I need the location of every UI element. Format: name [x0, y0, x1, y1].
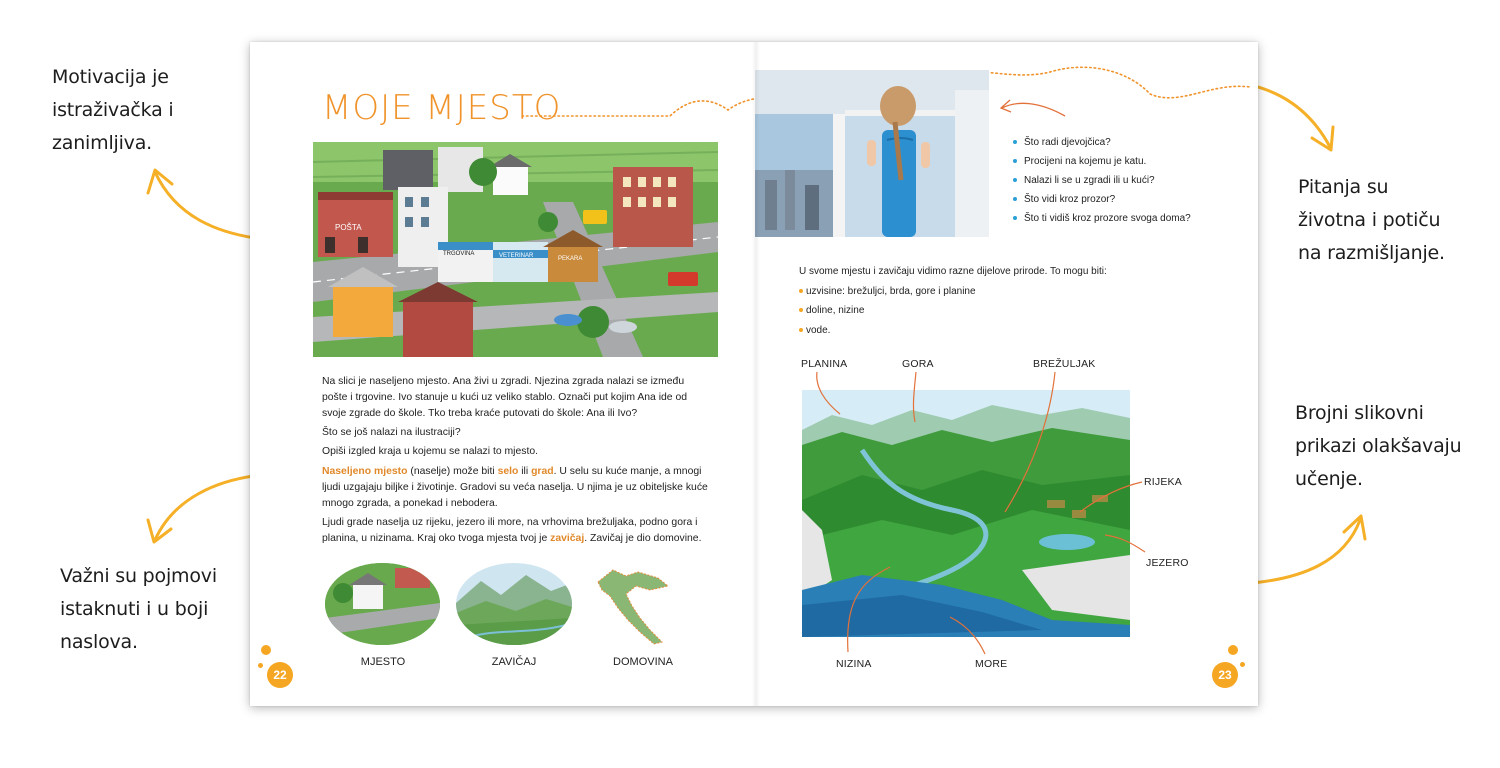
label-domovina: DOMOVINA: [613, 656, 673, 668]
term-zavicaj: zavičaj: [550, 533, 585, 544]
sign-veterinar: VETERINAR: [499, 253, 534, 259]
window-photo: [755, 70, 989, 237]
book-spread: [250, 42, 1258, 706]
vet-building: [493, 242, 548, 282]
label-zavicaj: ZAVIČAJ: [491, 656, 537, 668]
arrow-images: [1240, 520, 1360, 584]
label-nizina: NIZINA: [836, 658, 872, 670]
label-jezero: JEZERO: [1146, 557, 1189, 569]
definition-paragraph-1: Naseljeno mjesto (naselje) može biti selo ili grad. U selu su kuće manje, a mnogi ljudi uzgajaju biljke i životinje. Gradovi su veća naselja. U njima je uz obiteljske kuće mnogo zgrada, a ponekad i nebodera.: [322, 466, 708, 509]
illustration-mjesto: [325, 563, 440, 645]
question-item: Što ti vidiš kroz prozore svoga doma?: [1012, 209, 1191, 228]
page-dot: [1228, 645, 1238, 655]
nature-item: vode.: [799, 321, 1107, 341]
illustration-domovina: [588, 560, 678, 650]
sign-posta: POŠTA: [335, 223, 362, 232]
page-dot: [258, 663, 263, 668]
term-selo: selo: [497, 466, 519, 477]
term-naseljeno-mjesto: Naseljeno mjesto: [322, 466, 408, 477]
illustration-zavicaj: [456, 563, 572, 645]
question-item: Procijeni na kojemu je katu.: [1012, 152, 1191, 171]
nature-intro: U svome mjestu i zavičaju vidimo razne dijelove prirode. To mogu biti:: [799, 266, 1107, 277]
term-grad: grad: [531, 466, 554, 477]
intro-text: [322, 374, 712, 463]
page-dot: [1240, 662, 1245, 667]
page-number-right: 23: [1212, 662, 1238, 688]
page-number-left: 22: [267, 662, 293, 688]
post-office-building: [318, 192, 393, 257]
definition-paragraph-2: Ljudi grade naselja uz rijeku, jezero ili more, na vrhovima brežuljaka, podno gora i planina, u nizinama. Kraj oko tvoga mjesta tvoj je zavičaj. Zavičaj je dio domovine.: [322, 517, 702, 544]
nature-item: uzvisine: brežuljci, brda, gore i planine: [799, 282, 1107, 302]
label-gora: GORA: [902, 358, 934, 370]
sign-pekara: PEKARA: [558, 256, 583, 262]
annotation-motivation: Motivacija je istraživačka i zanimljiva.: [52, 66, 174, 154]
intro-paragraph-3: Opiši izgled kraja u kojemu se nalazi to mjesto.: [322, 446, 538, 457]
intro-paragraph-2: Što se još nalazi na ilustraciji?: [322, 427, 461, 438]
town-illustration: [313, 142, 718, 357]
page-dot: [261, 645, 271, 655]
annotation-questions: Pitanja su životna i potiču na razmišljanje.: [1298, 176, 1445, 264]
question-list: [1012, 133, 1191, 228]
arrowhead-questions: [1312, 127, 1333, 150]
label-mjesto: MJESTO: [360, 656, 406, 668]
page-title: MOJE MJESTO: [322, 88, 562, 128]
label-planina: PLANINA: [801, 358, 848, 370]
annotation-images: Brojni slikovni prikazi olakšavaju učenje.: [1295, 402, 1462, 490]
question-item: Nalazi li se u zgradi ili u kući?: [1012, 171, 1191, 190]
label-rijeka: RIJEKA: [1144, 476, 1182, 488]
label-more: MORE: [975, 658, 1008, 670]
shop-building: [438, 242, 493, 282]
landscape-illustration: [802, 390, 1130, 637]
label-brezuljak: BREŽULJAK: [1033, 358, 1096, 370]
annotation-concepts: Važni su pojmovi istaknuti i u boji naslova.: [60, 565, 217, 653]
question-item: Što radi djevojčica?: [1012, 133, 1191, 152]
nature-text: [799, 262, 1107, 340]
question-item: Što vidi kroz prozor?: [1012, 190, 1191, 209]
nature-item: doline, nizine: [799, 301, 1107, 321]
definition-text: [322, 464, 712, 550]
sign-trgovina: TRGOVINA: [443, 251, 475, 257]
intro-paragraph-1: Na slici je naseljeno mjesto. Ana živi u zgradi. Njezina zgrada nalazi se između pošte i trgovine. Ivo stanuje u kući uz veliko stablo. Označi put kojim Ana ide od svoje zgrade do škole. Tko treba kraće putovati do škole: Ana ili Ivo?: [322, 376, 688, 419]
arrowhead-images: [1344, 516, 1365, 539]
